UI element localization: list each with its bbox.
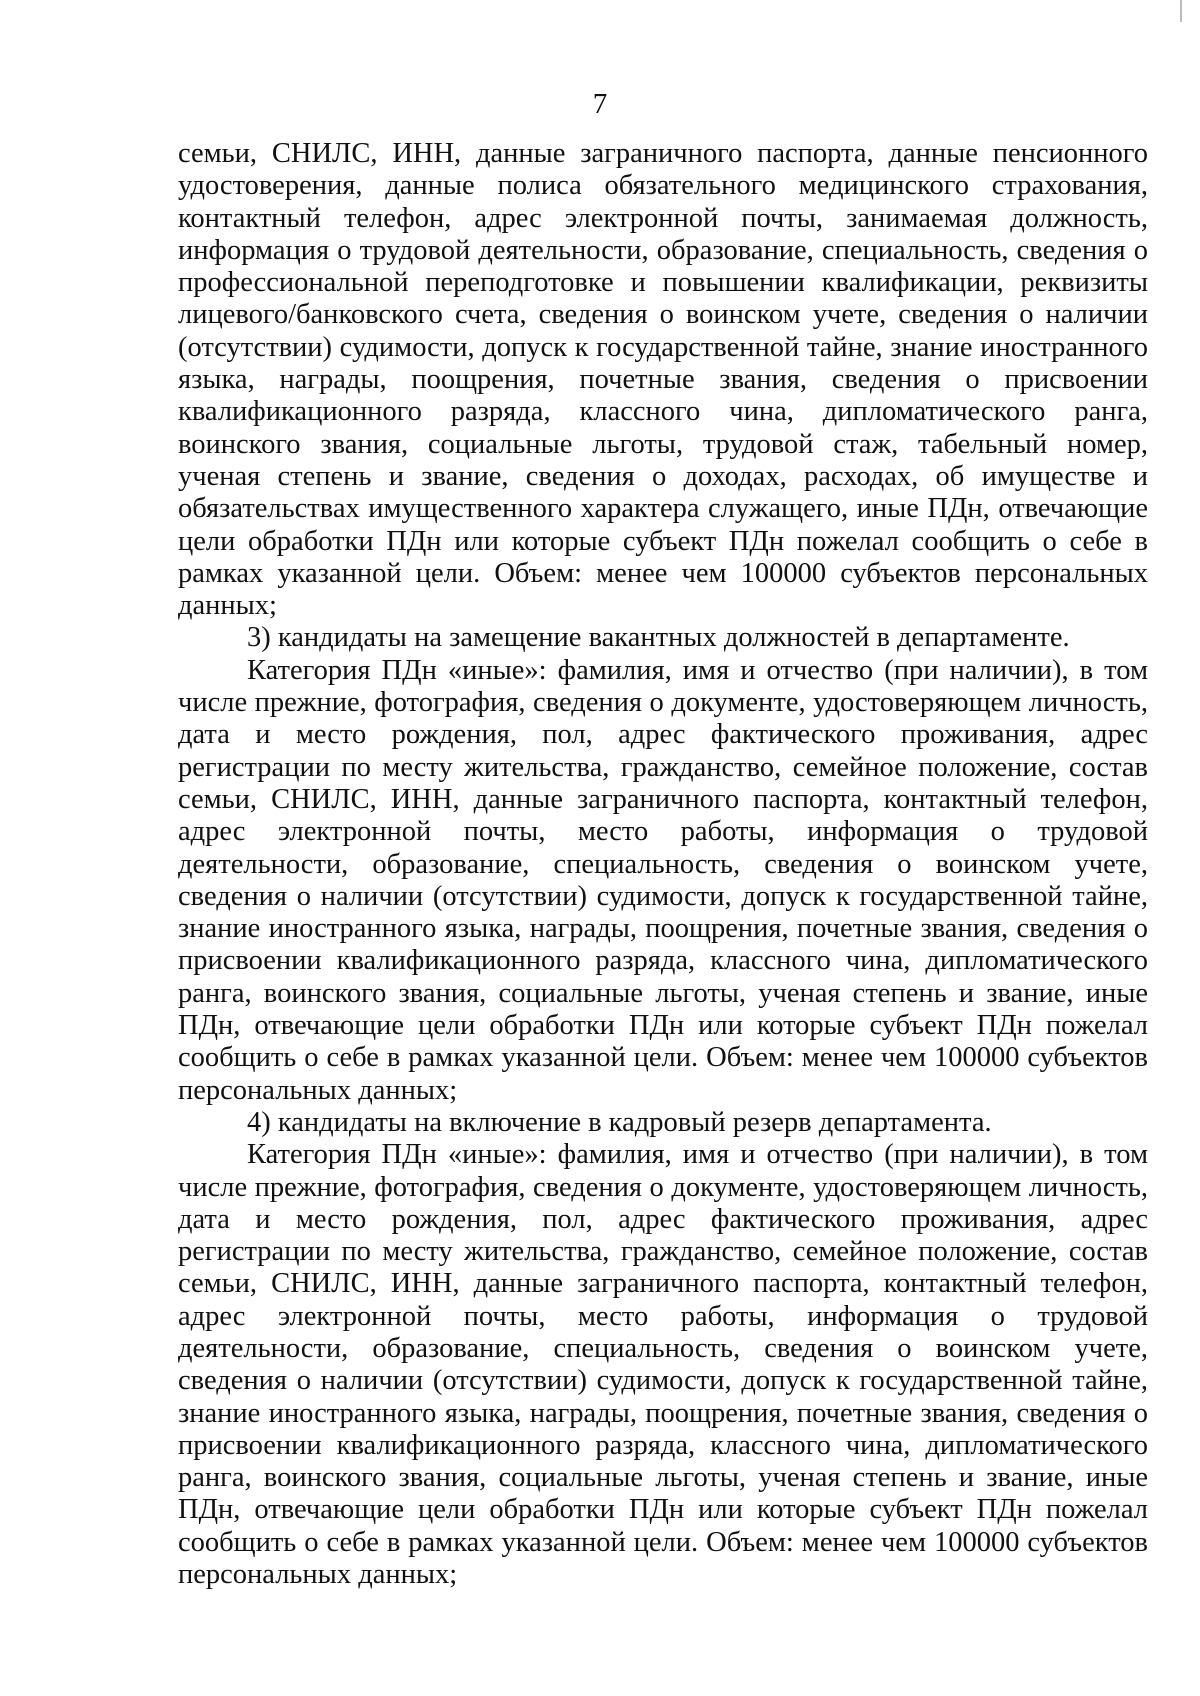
paragraph-category-candidates-vacancies: Категория ПДн «иные»: фамилия, имя и отчество (при наличии), в том числе прежние, фотография, сведения о документе, удостоверяющем личность, дата и место рождения, пол, адрес фактического проживания, адрес регистрации по месту жительства, гражданство, семейное положение, состав семьи, СНИЛС, ИНН, данные заграничного паспорта, контактный телефон, адрес электронной почты, место работы, информация о трудовой деятельности, образование, специальность, сведения о воинском учете, сведения о наличии (отсутствии) судимости, допуск к государственной тайне, знание иностранного языка, награды, поощрения, почетные звания, сведения о присвоении квалификационного разряда, классного чина, дипломатического ранга, воинского звания, социальные льготы, ученая степень и звание, иные ПДн, отвечающие цели обработки ПДн или которые субъект ПДн пожелал сообщить о себе в рамках указанной цели. Объем: менее чем 100000 субъектов персональных данных; xyxy=(178,654,1148,1106)
document-body xyxy=(178,138,1148,1591)
list-item-3: 3) кандидаты на замещение вакантных должностей в департаменте. xyxy=(247,622,1070,654)
paragraph-continuation: семьи, СНИЛС, ИНН, данные заграничного паспорта, данные пенсионного удостоверения, данные полиса обязательного медицинского страхования, контактный телефон, адрес электронной почты, занимаемая должность, информация о трудовой деятельности, образование, специальность, сведения о профессиональной переподготовке и повышении квалификации, реквизиты лицевого/банковского счета, сведения о воинском учете, сведения о наличии (отсутствии) судимости, допуск к государственной тайне, знание иностранного языка, награды, поощрения, почетные звания, сведения о присвоении квалификационного разряда, классного чина, дипломатического ранга, воинского звания, социальные льготы, трудовой стаж, табельный номер, ученая степень и звание, сведения о доходах, расходах, об имуществе и обязательствах имущественного характера служащего, иные ПДн, отвечающие цели обработки ПДн или которые субъект ПДн пожелал сообщить о себе в рамках указанной цели. Объем: менее чем 100000 субъектов персональных данных; xyxy=(178,138,1148,622)
scan-edge-mark xyxy=(1180,0,1182,22)
paragraph-category-candidates-reserve: Категория ПДн «иные»: фамилия, имя и отчество (при наличии), в том числе прежние, фотография, сведения о документе, удостоверяющем личность, дата и место рождения, пол, адрес фактического проживания, адрес регистрации по месту жительства, гражданство, семейное положение, состав семьи, СНИЛС, ИНН, данные заграничного паспорта, контактный телефон, адрес электронной почты, место работы, информация о трудовой деятельности, образование, специальность, сведения о воинском учете, сведения о наличии (отсутствии) судимости, допуск к государственной тайне, знание иностранного языка, награды, поощрения, почетные звания, сведения о присвоении квалификационного разряда, классного чина, дипломатического ранга, воинского звания, социальные льготы, ученая степень и звание, иные ПДн, отвечающие цели обработки ПДн или которые субъект ПДн пожелал сообщить о себе в рамках указанной цели. Объем: менее чем 100000 субъектов персональных данных; xyxy=(178,1139,1148,1591)
page-number: 7 xyxy=(592,88,608,120)
list-item-4: 4) кандидаты на включение в кадровый резерв департамента. xyxy=(247,1106,992,1138)
